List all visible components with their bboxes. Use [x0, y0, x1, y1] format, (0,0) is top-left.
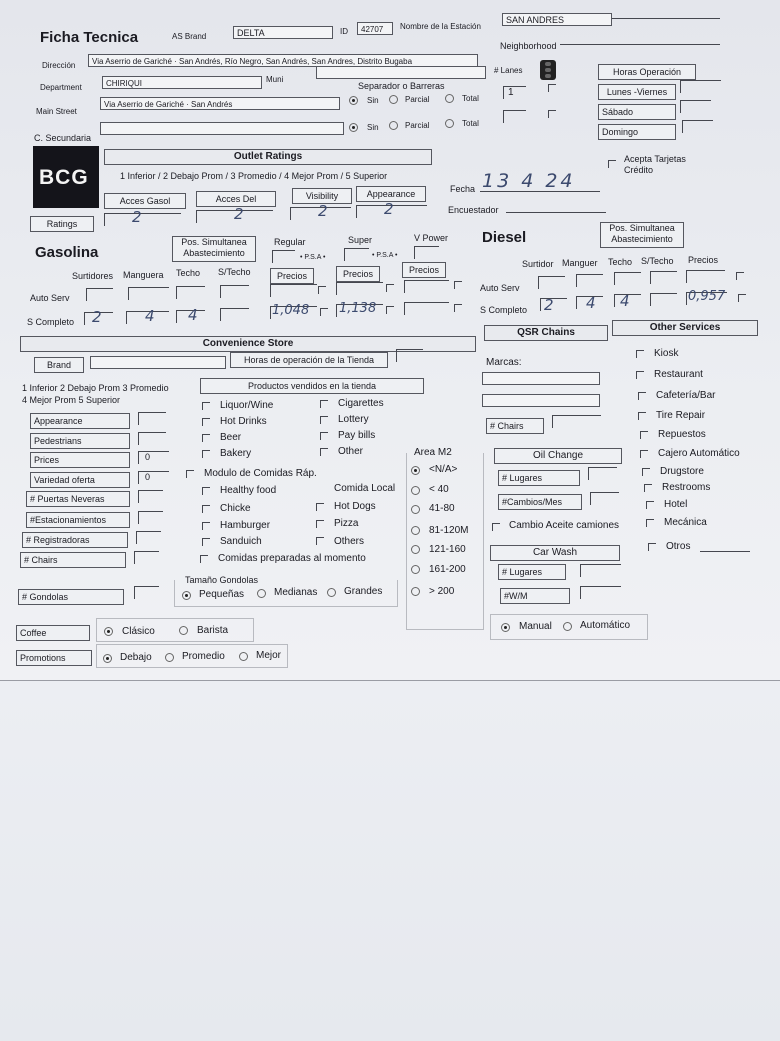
svc-hotel-cb[interactable]: [646, 501, 654, 509]
lanes-field[interactable]: 1: [503, 86, 526, 99]
secundaria-label: C. Secundaria: [34, 133, 92, 143]
surtidores-head: Surtidores: [72, 271, 114, 281]
prod-other-cb[interactable]: [320, 448, 328, 456]
horas-operacion-header: Horas Operación: [598, 64, 696, 80]
cs-chairs-field[interactable]: [134, 551, 159, 564]
coffee-header: Coffee: [16, 625, 90, 641]
vpower-psa-box[interactable]: [414, 246, 439, 259]
prod-paybills: Pay bills: [338, 430, 376, 441]
svc-kiosk: Kiosk: [654, 348, 679, 359]
gas-auto-check-1[interactable]: [318, 286, 326, 294]
horas-lunes-field[interactable]: [680, 80, 721, 93]
tamano-label: Tamaño Gondolas: [185, 575, 259, 585]
encuestador-line: [506, 212, 606, 213]
stecho-head: S/Techo: [218, 267, 251, 277]
svc-restaurant: Restaurant: [654, 369, 703, 380]
acces-gasol-value[interactable]: [104, 213, 181, 226]
prod-liquor: Liquor/Wine: [220, 400, 274, 411]
oil-cambios-field[interactable]: [590, 492, 619, 505]
area-160: 121-160: [429, 544, 466, 555]
gas-comp-techo: 4: [188, 306, 198, 324]
horas-domingo-field[interactable]: [682, 120, 713, 133]
gas-auto-5[interactable]: [270, 284, 317, 297]
direccion-field[interactable]: Via Aserrio de Gariché · San Andrés, Río Negro, San Andrés, San Andres, Distrito Bugaba: [88, 54, 478, 67]
svc-mecanica-cb[interactable]: [646, 519, 654, 527]
area-title: Area M2: [414, 447, 452, 458]
prod-bakery-cb[interactable]: [202, 450, 210, 458]
qsr-chairs-field[interactable]: [552, 415, 601, 428]
direccion-label: Dirección: [42, 61, 76, 70]
muni-field[interactable]: [316, 66, 486, 79]
coffee-group: [96, 618, 254, 642]
svc-otros-line: [700, 551, 750, 552]
area-group: [406, 453, 484, 630]
price-super: 1,138: [339, 301, 377, 316]
ratings-header: Ratings: [30, 216, 94, 232]
cw-wm-field[interactable]: [580, 586, 621, 599]
cs-prices: Prices: [30, 452, 130, 468]
food-pizza: Pizza: [334, 518, 359, 529]
muni-label: Muni: [266, 75, 284, 84]
acces-gasol-header: Acces Gasol: [104, 193, 186, 209]
tamano-medianas: Medianas: [274, 587, 318, 598]
area-na: <N/A>: [429, 464, 458, 475]
preparadas-cb[interactable]: [200, 555, 208, 563]
cs-brand-field[interactable]: [90, 356, 226, 369]
dsl-auto-check[interactable]: [736, 272, 744, 280]
svc-otros: Otros: [666, 541, 691, 552]
dsl-auto-3[interactable]: [614, 272, 641, 285]
prod-liquor-cb[interactable]: [202, 402, 210, 410]
precios-super: Precios: [336, 266, 380, 282]
area-160-radio[interactable]: [411, 545, 420, 554]
oil-change-header: Oil Change: [494, 448, 622, 464]
tamano-grandes-radio[interactable]: [327, 588, 336, 597]
horas-domingo: Domingo: [598, 124, 676, 140]
gas-comp-4[interactable]: [220, 308, 249, 321]
gas-comp-check-2[interactable]: [386, 306, 394, 314]
promo-mejor-radio[interactable]: [239, 652, 248, 661]
acces-del-rating: 2: [234, 205, 244, 223]
dsl-auto-5[interactable]: [686, 270, 725, 283]
separador-total-radio-1[interactable]: [445, 94, 454, 103]
station-field[interactable]: SAN ANDRES: [502, 13, 612, 26]
svc-repuestos-cb[interactable]: [640, 431, 648, 439]
wash-manual-radio[interactable]: [501, 623, 510, 632]
gas-comp-surtidores: 2: [92, 308, 102, 326]
gas-auto-1[interactable]: [86, 288, 113, 301]
area-40: < 40: [429, 484, 449, 495]
qsr-chains-header: QSR Chains: [484, 325, 608, 341]
gas-auto-3[interactable]: [176, 286, 205, 299]
modulo-cb[interactable]: [186, 470, 194, 478]
cs-variedad: Variedad oferta: [30, 472, 130, 488]
coffee-barista-radio[interactable]: [179, 626, 188, 635]
svc-restrooms: Restrooms: [662, 482, 711, 493]
cs-appearance: Appearance: [30, 413, 130, 429]
prod-hotdrinks: Hot Drinks: [220, 416, 267, 427]
diesel-s-completo: S Completo: [480, 305, 528, 315]
neighborhood-label: Neighborhood: [500, 41, 557, 51]
precios-regular: Precios: [270, 268, 314, 284]
diesel-techo: Techo: [608, 257, 633, 267]
page-title: Ficha Tecnica: [40, 29, 139, 46]
convenience-store-header: Convenience Store: [20, 336, 476, 352]
area-80: 41-80: [429, 503, 455, 514]
gas-comp-7[interactable]: [404, 302, 449, 315]
diesel-manguer: Manguer: [562, 258, 598, 268]
cs-appearance-field[interactable]: [138, 412, 166, 425]
diesel-auto-serv: Auto Serv: [480, 283, 520, 293]
tarjetas-checkbox[interactable]: [608, 160, 616, 168]
food-healthy-cb[interactable]: [202, 487, 210, 495]
svc-drugstore-cb[interactable]: [642, 468, 650, 476]
lanes-label: # Lanes: [494, 66, 523, 75]
food-sanduich-cb[interactable]: [202, 538, 210, 546]
svc-repuestos: Repuestos: [658, 429, 706, 440]
qsr-chairs: # Chairs: [486, 418, 544, 434]
wash-auto-radio[interactable]: [563, 622, 572, 631]
food-chicke-cb[interactable]: [202, 505, 210, 513]
separador-parcial-radio-2[interactable]: [389, 121, 398, 130]
area-over-radio[interactable]: [411, 587, 420, 596]
gas-auto-check-3[interactable]: [454, 281, 462, 289]
gasolina-s-completo: S Completo: [27, 317, 75, 327]
tamano-grandes: Grandes: [344, 586, 383, 597]
techo-head: Techo: [176, 268, 201, 278]
cs-puertas-field[interactable]: [138, 490, 163, 503]
promo-promedio: Promedio: [182, 651, 225, 662]
gasolina-pos-simultanea: Pos. Simultanea Abastecimiento: [172, 236, 256, 262]
area-na-radio[interactable]: [411, 466, 420, 475]
svc-cajero: Cajero Automático: [658, 448, 740, 459]
outlet-ratings-header: Outlet Ratings: [104, 149, 432, 165]
separador-total-1: Total: [462, 94, 479, 103]
promo-debajo-radio[interactable]: [103, 654, 112, 663]
separador-parcial-2: Parcial: [405, 121, 430, 130]
appearance-rating: 2: [384, 200, 394, 218]
promo-mejor: Mejor: [256, 650, 282, 661]
cw-wm: #W/M: [500, 588, 570, 604]
appearance-header: Appearance: [356, 186, 426, 202]
regular-label: Regular: [274, 237, 306, 247]
food-pizza-cb[interactable]: [316, 520, 324, 528]
prod-cigarettes-cb[interactable]: [320, 400, 328, 408]
preparadas-label: Comidas preparadas al momento: [218, 553, 366, 564]
dsl-auto-2[interactable]: [576, 274, 603, 287]
cs-scale-2: 4 Mejor Prom 5 Superior: [22, 395, 121, 405]
separador-total-2: Total: [462, 119, 479, 128]
cs-variedad-field[interactable]: 0: [138, 471, 169, 484]
cs-chairs: # Chairs: [20, 552, 126, 568]
svc-hotel: Hotel: [664, 499, 688, 510]
productos-header: Productos vendidos en la tienda: [200, 378, 424, 394]
diesel-precios: Precios: [688, 255, 719, 265]
encuestador-label: Encuestador: [448, 205, 499, 215]
diesel-price: 0,957: [688, 289, 726, 304]
super-label: Super: [348, 235, 373, 245]
dsl-auto-4[interactable]: [650, 271, 677, 284]
gas-auto-7[interactable]: [404, 280, 449, 293]
food-sanduich: Sanduich: [220, 536, 262, 547]
price-regular: 1,048: [272, 303, 310, 318]
car-wash-header: Car Wash: [490, 545, 620, 561]
dsl-comp-check[interactable]: [738, 294, 746, 302]
cs-estacionamientos-field[interactable]: [138, 511, 163, 524]
camiones-label: Cambio Aceite camiones: [509, 520, 620, 531]
horas-lunes-viernes: Lunes -Viernes: [598, 84, 676, 100]
comida-local-label: Comida Local: [334, 483, 396, 494]
manguera-head: Manguera: [123, 270, 164, 280]
marcas-label: Marcas:: [486, 357, 522, 368]
department-label: Department: [40, 83, 82, 92]
separador-parcial-radio-1[interactable]: [389, 95, 398, 104]
wash-auto: Automático: [580, 620, 631, 631]
neighborhood-line: [560, 44, 720, 45]
horas-tienda-header: Horas de operación de la Tienda: [230, 352, 388, 368]
tamano-pequenas: Pequeñas: [199, 589, 245, 600]
vpower-label: V Power: [414, 233, 449, 243]
brand-label: AS Brand: [172, 32, 207, 41]
cs-pedestrians-field[interactable]: [138, 432, 166, 445]
food-hotdogs: Hot Dogs: [334, 501, 376, 512]
area-200-radio[interactable]: [411, 565, 420, 574]
svc-restrooms-cb[interactable]: [644, 484, 652, 492]
id-label: ID: [340, 27, 348, 36]
id-field[interactable]: 42707: [357, 22, 393, 35]
svc-otros-cb[interactable]: [648, 543, 656, 551]
promotions-header: Promotions: [16, 650, 92, 666]
dsl-comp-techo: 4: [620, 292, 630, 310]
prod-paybills-cb[interactable]: [320, 432, 328, 440]
svc-cajero-cb[interactable]: [640, 450, 648, 458]
cw-lugares-field[interactable]: [580, 564, 621, 577]
secundaria-field[interactable]: [100, 122, 344, 135]
modulo-label: Modulo de Comidas Ráp.: [204, 468, 317, 479]
tamano-pequenas-radio[interactable]: [182, 591, 191, 600]
area-80-radio[interactable]: [411, 505, 420, 514]
diesel-title: Diesel: [482, 229, 527, 246]
diesel-surtidor: Surtidor: [522, 259, 554, 269]
traffic-light-icon: [540, 60, 556, 80]
cs-scale-1: 1 Inferior 2 Debajo Prom 3 Promedio: [22, 383, 169, 393]
cs-estacionamientos: #Estacionamientos: [26, 512, 130, 528]
station-label: Nombre de la Estación: [400, 22, 481, 31]
cs-registradoras: # Registradoras: [22, 532, 128, 548]
gasolina-auto-serv: Auto Serv: [30, 293, 70, 303]
horas-sabado-field[interactable]: [680, 100, 711, 113]
psa-regular: • P.S.A •: [300, 254, 326, 261]
svc-cafeteria-cb[interactable]: [638, 392, 646, 400]
food-hamburger: Hamburger: [220, 520, 271, 531]
gas-auto-4[interactable]: [220, 285, 249, 298]
gas-comp-check-3[interactable]: [454, 304, 462, 312]
svc-restaurant-cb[interactable]: [636, 371, 644, 379]
food-hamburger-cb[interactable]: [202, 522, 210, 530]
cw-lugares: # Lugares: [498, 564, 566, 580]
svc-tire: Tire Repair: [656, 410, 706, 421]
dsl-comp-surtidor: 2: [544, 296, 554, 314]
prod-bakery: Bakery: [220, 448, 252, 459]
brand-header: Brand: [34, 357, 84, 373]
oil-cambios: #Cambios/Mes: [498, 494, 582, 510]
horas-sabado: Sábado: [598, 104, 676, 120]
department-field[interactable]: CHIRIQUI: [102, 76, 262, 89]
main-street-label: Main Street: [36, 107, 77, 116]
svc-mecanica: Mecánica: [664, 517, 707, 528]
coffee-clasico: Clásico: [122, 626, 155, 637]
regular-psa-box[interactable]: [272, 250, 295, 263]
camiones-cb[interactable]: [492, 523, 500, 531]
psa-super: • P.S.A •: [372, 252, 398, 259]
gas-auto-check-2[interactable]: [386, 284, 394, 292]
area-over: > 200: [429, 586, 455, 597]
oil-lugares-field[interactable]: [588, 467, 617, 480]
prod-other: Other: [338, 446, 364, 457]
separador-sin-1: Sin: [367, 96, 379, 105]
station-line: [612, 18, 720, 19]
visibility-header: Visibility: [292, 188, 352, 204]
separador-sin-radio-1[interactable]: [349, 96, 358, 105]
dsl-auto-1[interactable]: [538, 276, 565, 289]
blank-page-area: [0, 680, 780, 1041]
gas-comp-check-1[interactable]: [320, 308, 328, 316]
area-200: 161-200: [429, 564, 466, 575]
super-psa-box[interactable]: [344, 248, 369, 261]
separador-total-radio-2[interactable]: [445, 119, 454, 128]
cs-registradoras-field[interactable]: [136, 531, 161, 544]
promo-promedio-radio[interactable]: [165, 653, 174, 662]
fecha-value: 13 4 24: [482, 170, 576, 192]
svc-tire-cb[interactable]: [638, 412, 646, 420]
cs-puertas: # Puertas Neveras: [26, 491, 130, 507]
food-others-cb[interactable]: [316, 537, 324, 545]
svc-cafeteria: Cafetería/Bar: [656, 390, 716, 401]
main-street-field[interactable]: Via Aserrio de Gariché · San Andrés: [100, 97, 340, 110]
promo-debajo: Debajo: [120, 652, 152, 663]
oil-lugares: # Lugares: [498, 470, 580, 486]
gondolas-header: # Gondolas: [18, 589, 124, 605]
prod-beer-cb[interactable]: [202, 434, 210, 442]
other-services-header: Other Services: [612, 320, 758, 336]
prod-cigarettes: Cigarettes: [338, 398, 384, 409]
gas-comp-manguera: 4: [145, 307, 155, 325]
acces-del-header: Acces Del: [196, 191, 276, 207]
area-120-radio[interactable]: [411, 526, 420, 535]
gas-auto-6[interactable]: [336, 282, 383, 295]
svc-kiosk-cb[interactable]: [636, 350, 644, 358]
tamano-medianas-radio[interactable]: [257, 589, 266, 598]
outlet-rating-scale: 1 Inferior / 2 Debajo Prom / 3 Promedio / 4 Mejor Prom / 5 Superior: [120, 171, 388, 181]
lanes-check-1[interactable]: [548, 84, 556, 92]
brand-field[interactable]: DELTA: [233, 26, 333, 39]
separador-label: Separador o Barreras: [358, 81, 445, 91]
cs-pedestrians: Pedestrians: [30, 433, 130, 449]
marcas-field-1[interactable]: [482, 372, 600, 385]
fecha-label: Fecha: [450, 184, 476, 194]
separador-parcial-1: Parcial: [405, 95, 430, 104]
coffee-clasico-radio[interactable]: [104, 627, 113, 636]
svc-drugstore: Drugstore: [660, 466, 704, 477]
bcg-logo-text: BCG: [39, 166, 89, 189]
cs-prices-field[interactable]: 0: [138, 451, 169, 464]
gas-auto-2[interactable]: [128, 287, 169, 300]
gasolina-title: Gasolina: [35, 244, 99, 261]
area-120: 81-120M: [429, 525, 469, 536]
visibility-rating: 2: [318, 202, 328, 220]
dsl-comp-manguer: 4: [586, 294, 596, 312]
lanes-check-2[interactable]: [548, 110, 556, 118]
horas-tienda-field[interactable]: [396, 349, 423, 362]
lanes-field-2[interactable]: [503, 110, 526, 123]
diesel-stecho: S/Techo: [641, 256, 674, 266]
prod-lottery: Lottery: [338, 414, 369, 425]
area-40-radio[interactable]: [411, 486, 420, 495]
prod-beer: Beer: [220, 432, 242, 443]
food-hotdogs-cb[interactable]: [316, 503, 324, 511]
acces-gasol-rating: 2: [132, 208, 142, 226]
prod-lottery-cb[interactable]: [320, 416, 328, 424]
food-healthy: Healthy food: [220, 485, 277, 496]
separador-sin-2: Sin: [367, 123, 379, 132]
bcg-logo: [33, 146, 99, 208]
food-chicke: Chicke: [220, 503, 251, 514]
diesel-pos-simultanea: Pos. Simultanea Abastecimiento: [600, 222, 684, 248]
food-others: Others: [334, 536, 365, 547]
dsl-comp-4[interactable]: [650, 293, 677, 306]
tarjetas-label: Acepta Tarjetas Crédito: [624, 154, 686, 175]
gondolas-field[interactable]: [134, 586, 159, 599]
marcas-field-2[interactable]: [482, 394, 600, 407]
wash-manual: Manual: [519, 621, 552, 632]
prod-hotdrinks-cb[interactable]: [202, 418, 210, 426]
precios-vpower: Precios: [402, 262, 446, 278]
coffee-barista: Barista: [197, 625, 229, 636]
separador-sin-radio-2[interactable]: [349, 123, 358, 132]
